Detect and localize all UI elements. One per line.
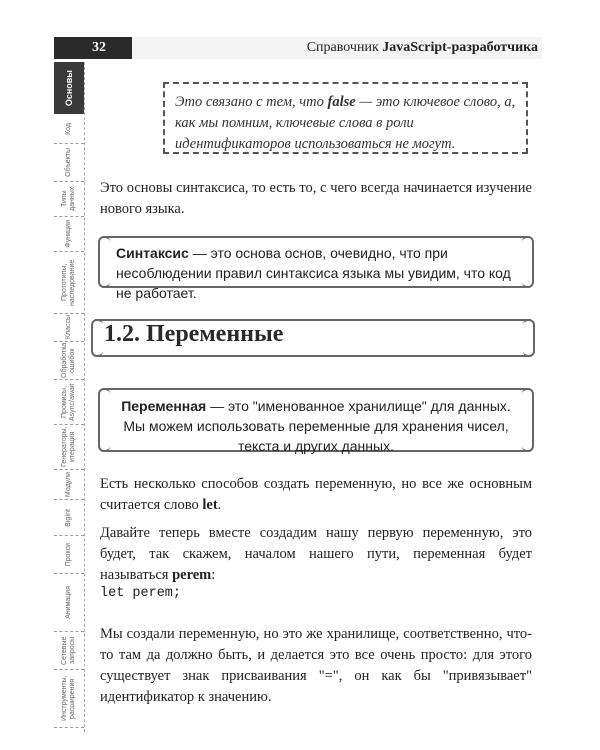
- tab-generators[interactable]: [54, 425, 84, 470]
- tab-label: Промисы, Async/await: [61, 383, 76, 421]
- note-text-1: Это связано с тем, что: [175, 94, 328, 110]
- code-line: let perem;: [100, 586, 182, 601]
- tab-label: Модули: [65, 471, 72, 498]
- tab-prototypes[interactable]: [54, 252, 84, 314]
- paragraph-syntax-intro: Это основы синтаксиса, то есть то, с чего всегда начинается изучение нового языка.: [100, 180, 532, 217]
- page-number: 32: [92, 40, 106, 55]
- tab-osnovy[interactable]: [54, 62, 84, 114]
- section-sidebar: [54, 62, 84, 732]
- running-title-prefix: Справочник: [306, 40, 383, 55]
- tab-label: Инструменты, расширения: [61, 675, 76, 722]
- tab-label: Прокси: [65, 542, 72, 567]
- tab-label: BigInt: [65, 508, 72, 527]
- tab-modules[interactable]: [54, 470, 84, 500]
- tab-bigint[interactable]: [54, 500, 84, 536]
- definition-term: Переменная: [121, 398, 207, 414]
- paragraph-text: Давайте теперь вместе создадим нашу первую переменную, это будет, так скажем, началом нашего пути, переменная будет называться: [100, 525, 532, 583]
- tab-objects[interactable]: [54, 144, 84, 182]
- paragraph-create-first: [100, 523, 532, 586]
- tab-network[interactable]: [54, 632, 84, 670]
- tab-label: Сетевые запросы: [61, 636, 76, 665]
- tab-functions[interactable]: [54, 217, 84, 252]
- tab-promises[interactable]: [54, 380, 84, 425]
- tab-label: Основы: [64, 69, 74, 107]
- note-box: [163, 82, 528, 154]
- tab-label: Прототипы, наследование: [61, 259, 76, 306]
- note-text-2: — это ключевое слово, а, как мы помним, ключевые слова в роли идентификаторов использоваться не могут.: [175, 94, 516, 152]
- running-title-bold: JavaScript-разработчика: [382, 40, 538, 55]
- definition-text: — это основа основ, очевидно, что при несоблюдении правил синтаксиса языка мы увидим, что код не работает.: [116, 245, 511, 301]
- tab-label: Классы: [65, 315, 72, 340]
- tab-data-types[interactable]: [54, 182, 84, 217]
- tab-label: Анимация: [65, 586, 72, 619]
- tab-code[interactable]: [54, 114, 84, 144]
- tab-label: Типы данных: [61, 186, 76, 212]
- definition-syntax: [102, 236, 530, 301]
- paragraph-end: :: [211, 567, 216, 583]
- paragraph-assignment: Мы создали переменную, но это же хранилище, соответственно, что-то там да должно быть, и делается это все очень просто: для этого существует знак присваивания "=", он как бы "привязывает" идентификатор к значению.: [100, 626, 532, 705]
- tab-label: Функции: [65, 220, 72, 248]
- keyword-let: let: [202, 497, 218, 513]
- tab-label: Обработка ошибок: [61, 342, 76, 379]
- running-title: [307, 40, 538, 56]
- tab-label: Объекты: [65, 148, 72, 177]
- section-heading: 1.2. Переменные: [104, 321, 284, 347]
- sidebar-divider: [84, 62, 85, 732]
- tab-label: Генераторы, итерация: [61, 426, 76, 468]
- paragraph-text: Есть несколько способов создать переменную, но все же основным считается слово: [100, 476, 532, 513]
- tab-tools[interactable]: [54, 670, 84, 728]
- tab-animation[interactable]: [54, 574, 84, 632]
- definition-term: Синтаксис: [116, 245, 189, 261]
- keyword-perem: perem: [172, 567, 212, 583]
- tab-label: Код: [65, 122, 72, 135]
- tab-classes[interactable]: [54, 314, 84, 342]
- note-keyword: false: [327, 94, 356, 110]
- tab-errors[interactable]: [54, 342, 84, 380]
- definition-variable: [102, 388, 530, 452]
- tab-proxy[interactable]: [54, 536, 84, 574]
- paragraph-ways-to-create: [100, 474, 532, 516]
- paragraph-end: .: [217, 497, 222, 513]
- definition-text: — это "именованное хранилище" для данных. Мы можем использовать переменные для хранения чисел, текста и других данных.: [123, 398, 511, 454]
